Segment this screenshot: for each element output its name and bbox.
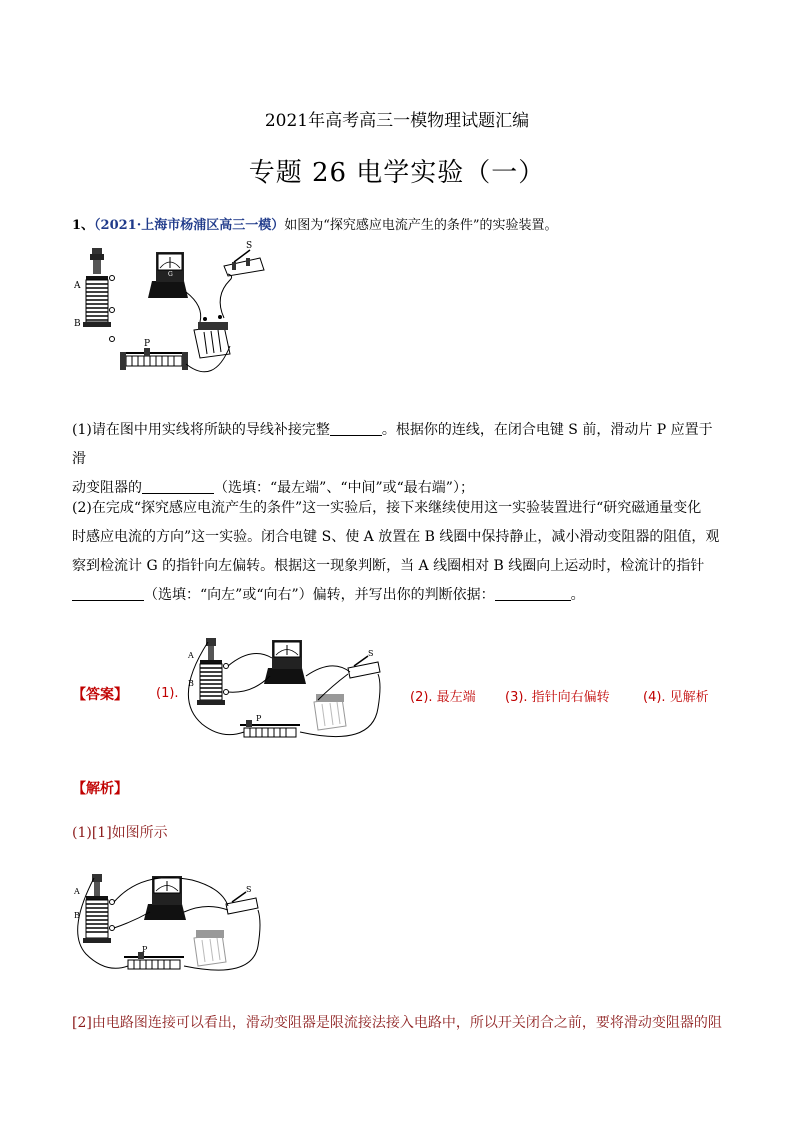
- blank-2[interactable]: [142, 477, 214, 494]
- blank-4[interactable]: [495, 584, 571, 601]
- answer-figure: [182, 628, 382, 752]
- analysis-rheostat: [124, 945, 184, 969]
- experiment-figure: [74, 236, 274, 384]
- label-s: S: [246, 241, 253, 251]
- part2-paragraph: [72, 494, 722, 610]
- answer-item-1: (1).: [156, 686, 179, 701]
- svg-text:S: S: [246, 885, 252, 894]
- answer-item-3: (3). 指针向右偏转: [505, 690, 610, 705]
- question-number: 1、: [72, 218, 95, 233]
- part2-line1: (2)在完成“探究感应电流产生的条件”这一实验后，接下来继续使用这一实验装置进行“研究磁通量变化: [72, 500, 702, 516]
- analysis-line2: [2]由电路图连接可以看出，滑动变阻器是限流接法接入电路中，所以开关闭合之前，要将滑动变阻器的阻: [72, 1015, 722, 1031]
- switch: [224, 241, 264, 276]
- svg-text:A: A: [74, 887, 80, 896]
- blank-1[interactable]: [330, 419, 382, 436]
- svg-text:P: P: [256, 714, 262, 723]
- part1-line2: 动变阻器的 （选填：“最左端”、“中间”或“最右端”）；: [72, 474, 722, 503]
- analysis-label: 【解析】: [72, 781, 128, 797]
- page-subtitle: 2021年高考高三一模物理试题汇编: [264, 111, 530, 131]
- page-title: 专题 26 电学实验（一）: [248, 158, 546, 188]
- part2-line3: 察到检流计 G 的指针向左偏转。根据这一现象判断，当 A 线圈相对 B 线圈向上运动时，检流计的指针: [72, 558, 705, 574]
- answer-item-4: (4). 见解析: [643, 690, 709, 705]
- part1-paragraph: [72, 416, 722, 503]
- svg-text:A: A: [188, 651, 194, 660]
- part2-line2: 时感应电流的方向”这一实验。闭合电键 S、使 A 放置在 B 线圈中保持静止，减小滑动变阻器的阻值，观: [72, 529, 720, 545]
- analysis-line1: (1)[1]如图所示: [72, 825, 168, 841]
- question-intro: 如图为“探究感应电流产生的条件”的实验装置。: [284, 218, 558, 233]
- answer-item-2: (2). 最左端: [410, 690, 476, 705]
- answer-rheostat: [240, 714, 300, 737]
- answer-galvanometer: [264, 640, 306, 684]
- analysis-battery: [194, 930, 226, 966]
- label-p: P: [144, 339, 151, 349]
- svg-text:P: P: [142, 945, 148, 954]
- battery: [194, 315, 230, 358]
- analysis-figure: [72, 862, 272, 986]
- coil-assembly: [83, 248, 115, 342]
- answer-label: 【答案】: [72, 687, 128, 703]
- svg-text:B: B: [188, 679, 194, 688]
- svg-text:B: B: [74, 911, 80, 920]
- question-source: （2021·上海市杨浦区高三一模）: [94, 218, 285, 233]
- galvanometer: [148, 252, 188, 298]
- label-a: A: [74, 281, 81, 291]
- answer-switch: [348, 649, 380, 678]
- svg-text:S: S: [368, 649, 374, 658]
- analysis-galvanometer: [144, 876, 186, 920]
- question-header: [72, 214, 558, 233]
- analysis-switch: [226, 885, 258, 914]
- part1-line1: (1)请在图中用实线将所缺的导线补接完整 。根据你的连线，在闭合电键 S 前，滑动片 P 应置于滑: [72, 416, 722, 474]
- label-b: B: [74, 319, 81, 329]
- analysis-coil: [73, 874, 115, 943]
- blank-3[interactable]: [72, 584, 144, 601]
- rheostat: [120, 339, 188, 370]
- label-g: G: [168, 271, 173, 278]
- part2-line4: （选填：“向左”或“向右”）偏转，并写出你的判断依据： 。: [72, 581, 722, 610]
